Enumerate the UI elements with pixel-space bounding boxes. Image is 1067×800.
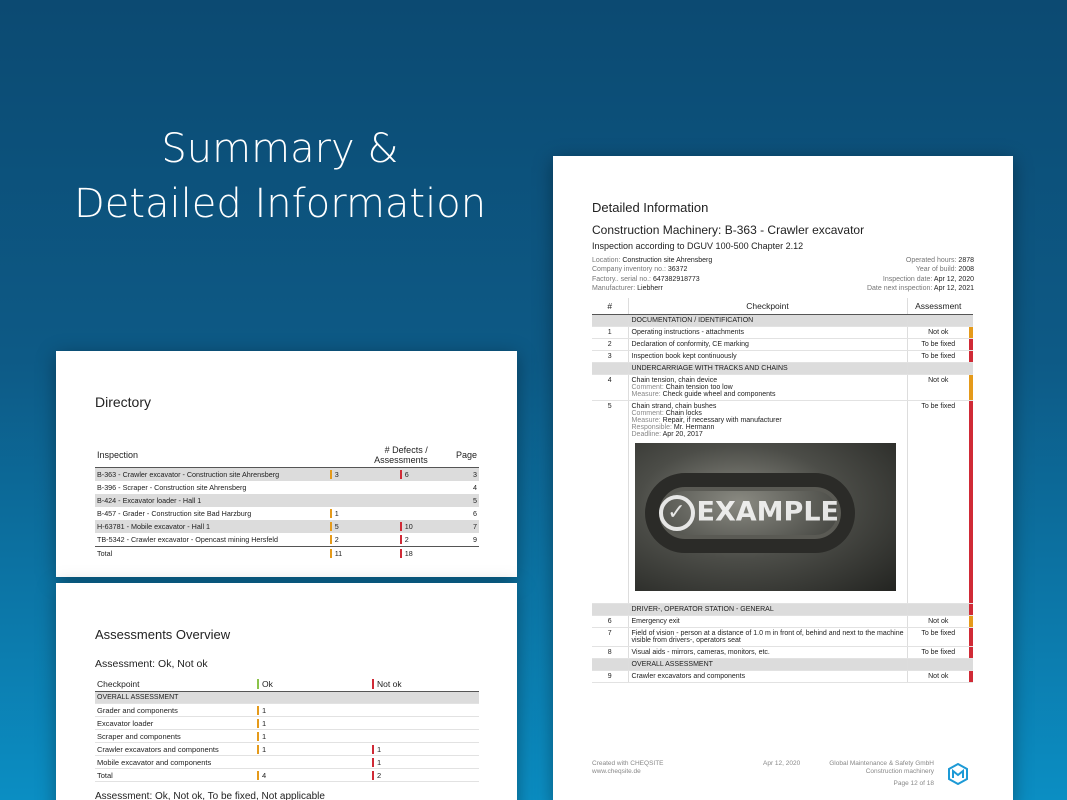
defect-count: 1 [330, 509, 339, 518]
comment-key: Comment: [631, 384, 664, 391]
meta-key: Factory.. serial no.: [592, 275, 652, 283]
total-assessments: 18 [400, 549, 413, 558]
row-number: 5 [592, 401, 628, 604]
assessment-count: 10 [400, 522, 413, 531]
assessments-page [56, 583, 517, 800]
col-not-ok: Not ok [372, 679, 402, 689]
machine-title: Construction Machinery: B-363 - Crawler excavator [592, 223, 865, 237]
row-name: B-363 - Crawler excavator - Construction site Ahrensberg [95, 468, 328, 482]
measure-key: Measure: [631, 417, 661, 424]
row-checkpoint [628, 401, 907, 604]
col-assessment: Assessment [907, 298, 969, 315]
example-watermark [659, 495, 839, 531]
row-page: 4 [473, 483, 477, 492]
meta-right [867, 256, 974, 293]
row-assessment: Not ok [907, 616, 969, 628]
section-header: UNDERCARRIAGE WITH TRACKS AND CHAINS [628, 363, 907, 375]
row-name: TB-5342 - Crawler excavator - Opencast mining Hersfeld [97, 535, 278, 544]
defect-count: 3 [330, 470, 339, 479]
table-row[interactable] [592, 616, 973, 628]
footer-date: Apr 12, 2020 [763, 760, 801, 767]
row-number: 9 [592, 671, 628, 683]
row-number: 3 [592, 351, 628, 363]
measure-value: Check guide wheel and components [662, 391, 776, 398]
row-assessment: To be fixed [907, 628, 969, 647]
meta-key: Year of build: [915, 266, 957, 274]
row-assessment: Not ok [907, 375, 969, 401]
col-ok: Ok [257, 679, 273, 689]
row-checkpoint: Visual aids - mirrors, cameras, monitors, etc. [628, 647, 907, 659]
total-defects: 11 [330, 549, 342, 558]
row-page: 7 [448, 520, 479, 533]
table-row[interactable] [95, 717, 479, 730]
row-number: 4 [592, 375, 628, 401]
footer-created: Created with CHEQSITE [592, 760, 664, 767]
assessments-subtitle-2: Assessment: Ok, Not ok, To be fixed, Not applicable [95, 791, 325, 800]
meta-value: 36372 [667, 266, 688, 274]
defect-count: 5 [330, 522, 339, 531]
hero-title [0, 122, 560, 232]
total-not-ok: 2 [372, 771, 381, 780]
table-row[interactable] [95, 507, 479, 520]
footer-right [829, 760, 934, 788]
row-name: B-396 - Scraper - Construction site Ahrensberg [97, 483, 247, 492]
meta-value: Apr 12, 2020 [933, 275, 974, 283]
meta-value: 2878 [958, 257, 974, 264]
row-name: Grader and components [95, 704, 255, 717]
footer-site-link[interactable]: www.cheqsite.de [592, 768, 641, 775]
meta-key: Manufacturer: [592, 284, 636, 292]
table-row[interactable] [592, 647, 973, 659]
ok-count: 1 [257, 706, 266, 715]
row-name: B-457 - Grader - Construction site Bad Harzburg [97, 509, 252, 518]
table-row[interactable] [592, 351, 973, 363]
defect-count: 2 [330, 535, 339, 544]
row-assessment: Not ok [907, 327, 969, 339]
table-row[interactable] [95, 520, 479, 533]
checkpoint-title: Chain tension, chain device [631, 377, 718, 384]
row-checkpoint: Crawler excavators and components [628, 671, 907, 683]
row-number: 1 [592, 327, 628, 339]
footer-left [592, 760, 664, 776]
meta-value: Liebherr [637, 284, 663, 292]
checkpoint-table [592, 298, 973, 683]
col-checkpoint: Checkpoint [95, 677, 255, 692]
row-checkpoint: Operating instructions - attachments [628, 327, 907, 339]
col-checkpoint: Checkpoint [628, 298, 907, 315]
deadline-key: Deadline: [631, 431, 662, 438]
assessments-title: Assessments Overview [95, 627, 231, 642]
meta-value: 647382918773 [652, 275, 700, 283]
deadline-value: Apr 20, 2017 [662, 431, 703, 438]
row-number: 7 [592, 628, 628, 647]
footer-page: Page 12 of 18 [893, 780, 934, 787]
row-name: B-424 - Excavator loader - Hall 1 [95, 494, 328, 507]
meta-key: Company inventory no.: [592, 266, 666, 274]
hero-line-1: Summary & [161, 126, 399, 172]
responsible-key: Responsible: [631, 424, 672, 431]
cheqsite-logo-icon [947, 763, 969, 785]
table-row[interactable] [95, 481, 479, 494]
watermark-text: EXAMPLE [696, 496, 839, 528]
total-row [95, 769, 479, 782]
directory-page [56, 351, 517, 577]
section-header: DOCUMENTATION / IDENTIFICATION [628, 315, 907, 327]
row-checkpoint: Emergency exit [628, 616, 907, 628]
row-assessment: To be fixed [907, 351, 969, 363]
detail-title: Detailed Information [592, 200, 709, 215]
row-assessment: Not ok [907, 671, 969, 683]
assessments-table [95, 677, 479, 782]
row-name: Crawler excavators and components [95, 743, 255, 756]
ok-count: 1 [257, 719, 266, 728]
table-row[interactable] [592, 339, 973, 351]
table-row[interactable] [592, 671, 973, 683]
row-name: Scraper and components [95, 730, 255, 743]
inspection-standard: Inspection according to DGUV 100-500 Chapter 2.12 [592, 241, 804, 251]
total-label: Total [95, 769, 255, 782]
row-checkpoint: Declaration of conformity, CE marking [628, 339, 907, 351]
meta-value: Apr 12, 2021 [933, 284, 974, 292]
table-row[interactable] [95, 756, 479, 769]
row-assessment: To be fixed [907, 647, 969, 659]
row-checkpoint: Field of vision - person at a distance of 1.0 m in front of, behind and next to the machine visible from drivers-, operators seat [628, 628, 907, 647]
ok-count: 1 [257, 745, 266, 754]
responsible-value: Mr. Hermann [673, 424, 715, 431]
directory-title: Directory [95, 394, 152, 410]
col-number: # [592, 298, 628, 315]
checkpoint-title: Chain strand, chain bushes [631, 403, 717, 410]
meta-key: Operated hours: [905, 257, 957, 264]
meta-value: Construction site Ahrensberg [622, 257, 713, 264]
table-row[interactable] [95, 704, 479, 717]
row-number: 6 [592, 616, 628, 628]
hero-line-2: Detailed Information [73, 181, 487, 227]
row-name: H-63781 - Mobile excavator - Hall 1 [95, 520, 328, 533]
not-ok-count: 1 [372, 758, 381, 767]
total-label: Total [97, 549, 113, 558]
check-icon: ✓ [659, 495, 695, 531]
meta-key: Inspection date: [882, 275, 933, 283]
row-number: 2 [592, 339, 628, 351]
not-ok-count: 1 [372, 745, 381, 754]
table-row[interactable] [95, 730, 479, 743]
detail-page [553, 156, 1013, 800]
meta-left [592, 256, 712, 293]
directory-table [95, 443, 479, 560]
col-defects: # Defects / Assessments [328, 443, 448, 468]
measure-value: Repair, if necessary with manufacturer [662, 417, 782, 424]
row-assessment: To be fixed [907, 339, 969, 351]
excavator-photo[interactable] [635, 443, 896, 591]
table-row[interactable] [95, 494, 479, 507]
table-row[interactable] [592, 628, 973, 647]
assessment-count: 2 [400, 535, 409, 544]
row-assessment: To be fixed [907, 401, 969, 604]
ok-count: 1 [257, 732, 266, 741]
meta-key: Location: [592, 257, 621, 264]
assessment-count: 6 [400, 470, 409, 479]
total-ok: 4 [257, 771, 266, 780]
section-header: OVERALL ASSESSMENT [628, 659, 907, 671]
row-name: Excavator loader [95, 717, 255, 730]
row-page: 5 [448, 494, 479, 507]
row-name: Mobile excavator and components [95, 756, 255, 769]
col-inspection: Inspection [95, 443, 328, 468]
measure-key: Measure: [631, 391, 661, 398]
table-row[interactable] [95, 468, 479, 482]
table-row[interactable] [95, 743, 479, 756]
comment-value: Chain locks [665, 410, 702, 417]
footer-company: Global Maintenance & Safety GmbH [829, 760, 934, 767]
section-header: DRIVER-, OPERATOR STATION - GENERAL [628, 604, 907, 616]
row-number: 8 [592, 647, 628, 659]
row-page: 9 [473, 535, 477, 544]
table-row[interactable] [592, 401, 973, 604]
row-page: 6 [473, 509, 477, 518]
section-header: OVERALL ASSESSMENT [95, 692, 479, 704]
meta-key: Date next inspection: [866, 284, 933, 292]
comment-key: Comment: [631, 410, 664, 417]
footer-dept: Construction machinery [865, 768, 934, 775]
meta-value: 2008 [958, 266, 974, 274]
row-page: 3 [448, 468, 479, 482]
row-checkpoint [628, 375, 907, 401]
assessments-subtitle: Assessment: Ok, Not ok [95, 658, 208, 670]
comment-value: Chain tension too low [665, 384, 733, 391]
col-page: Page [448, 443, 479, 468]
table-row[interactable] [592, 375, 973, 401]
table-row[interactable] [95, 533, 479, 547]
table-row[interactable] [592, 327, 973, 339]
total-row [95, 547, 479, 561]
row-checkpoint: Inspection book kept continuously [628, 351, 907, 363]
